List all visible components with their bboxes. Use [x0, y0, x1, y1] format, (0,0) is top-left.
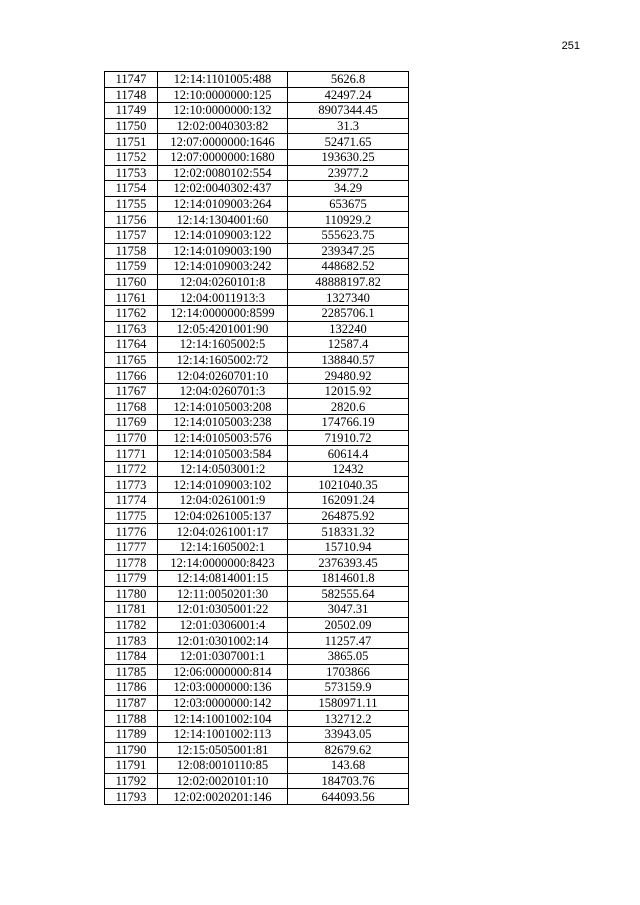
- cadastral-number-cell: 12:01:0307001:1: [158, 648, 288, 664]
- row-id-cell: 11769: [105, 415, 158, 431]
- value-cell: 1021040.35: [288, 477, 409, 493]
- value-cell: 1814601.8: [288, 571, 409, 587]
- table-row: [105, 368, 409, 384]
- row-id-cell: 11793: [105, 789, 158, 805]
- row-id-cell: 11774: [105, 493, 158, 509]
- value-cell: 644093.56: [288, 789, 409, 805]
- row-id-cell: 11764: [105, 337, 158, 353]
- row-id-cell: 11779: [105, 571, 158, 587]
- row-id-cell: 11757: [105, 227, 158, 243]
- row-id-cell: 11770: [105, 430, 158, 446]
- cadastral-number-cell: 12:04:0260101:8: [158, 274, 288, 290]
- value-cell: 132712.2: [288, 711, 409, 727]
- cadastral-number-cell: 12:04:0260701:10: [158, 368, 288, 384]
- cadastral-number-cell: 12:04:0261001:17: [158, 524, 288, 540]
- table-row: [105, 773, 409, 789]
- page-number: 251: [561, 40, 580, 52]
- value-cell: 12432: [288, 461, 409, 477]
- value-cell: 29480.92: [288, 368, 409, 384]
- cadastral-number-cell: 12:14:0000000:8599: [158, 305, 288, 321]
- table-row: [105, 181, 409, 197]
- value-cell: 8907344.45: [288, 103, 409, 119]
- table-row: [105, 165, 409, 181]
- table-row: [105, 789, 409, 805]
- row-id-cell: 11788: [105, 711, 158, 727]
- row-id-cell: 11759: [105, 259, 158, 275]
- table-row: [105, 430, 409, 446]
- cadastral-number-cell: 12:14:0503001:2: [158, 461, 288, 477]
- table-row: [105, 633, 409, 649]
- table-row: [105, 742, 409, 758]
- value-cell: 573159.9: [288, 680, 409, 696]
- table-row: [105, 415, 409, 431]
- cadastral-number-cell: 12:14:0109003:102: [158, 477, 288, 493]
- cadastral-number-cell: 12:05:4201001:90: [158, 321, 288, 337]
- cadastral-number-cell: 12:14:0105003:208: [158, 399, 288, 415]
- row-id-cell: 11754: [105, 181, 158, 197]
- row-id-cell: 11751: [105, 134, 158, 150]
- row-id-cell: 11784: [105, 648, 158, 664]
- value-cell: 52471.65: [288, 134, 409, 150]
- cadastral-number-cell: 12:03:0000000:136: [158, 680, 288, 696]
- value-cell: 162091.24: [288, 493, 409, 509]
- cadastral-number-cell: 12:14:1001002:113: [158, 726, 288, 742]
- value-cell: 3865.05: [288, 648, 409, 664]
- row-id-cell: 11783: [105, 633, 158, 649]
- table-row: [105, 695, 409, 711]
- table-row: [105, 758, 409, 774]
- value-cell: 1703866: [288, 664, 409, 680]
- row-id-cell: 11761: [105, 290, 158, 306]
- value-cell: 33943.05: [288, 726, 409, 742]
- value-cell: 2820.6: [288, 399, 409, 415]
- cadastral-number-cell: 12:04:0261001:9: [158, 493, 288, 509]
- value-cell: 60614.4: [288, 446, 409, 462]
- table-row: [105, 461, 409, 477]
- data-table: [104, 71, 409, 805]
- value-cell: 582555.64: [288, 586, 409, 602]
- cadastral-number-cell: 12:02:0040302:437: [158, 181, 288, 197]
- cadastral-number-cell: 12:14:0109003:264: [158, 196, 288, 212]
- value-cell: 448682.52: [288, 259, 409, 275]
- cadastral-number-cell: 12:04:0011913:3: [158, 290, 288, 306]
- value-cell: 31.3: [288, 118, 409, 134]
- table-row: [105, 493, 409, 509]
- table-row: [105, 508, 409, 524]
- table-row: [105, 337, 409, 353]
- table-row: [105, 87, 409, 103]
- value-cell: 71910.72: [288, 430, 409, 446]
- table-row: [105, 726, 409, 742]
- value-cell: 11257.47: [288, 633, 409, 649]
- value-cell: 174766.19: [288, 415, 409, 431]
- cadastral-number-cell: 12:07:0000000:1680: [158, 149, 288, 165]
- cadastral-number-cell: 12:14:0105003:238: [158, 415, 288, 431]
- table-row: [105, 477, 409, 493]
- row-id-cell: 11765: [105, 352, 158, 368]
- row-id-cell: 11775: [105, 508, 158, 524]
- cadastral-number-cell: 12:14:0105003:584: [158, 446, 288, 462]
- cadastral-number-cell: 12:14:1101005:488: [158, 72, 288, 88]
- cadastral-number-cell: 12:14:1304001:60: [158, 212, 288, 228]
- cadastral-number-cell: 12:04:0261005:137: [158, 508, 288, 524]
- value-cell: 5626.8: [288, 72, 409, 88]
- value-cell: 518331.32: [288, 524, 409, 540]
- row-id-cell: 11756: [105, 212, 158, 228]
- row-id-cell: 11763: [105, 321, 158, 337]
- cadastral-number-cell: 12:14:1605002:72: [158, 352, 288, 368]
- table-row: [105, 134, 409, 150]
- table-row: [105, 571, 409, 587]
- row-id-cell: 11760: [105, 274, 158, 290]
- table-row: [105, 118, 409, 134]
- cadastral-number-cell: 12:08:0010110:85: [158, 758, 288, 774]
- value-cell: 132240: [288, 321, 409, 337]
- row-id-cell: 11790: [105, 742, 158, 758]
- cadastral-number-cell: 12:06:0000000:814: [158, 664, 288, 680]
- value-cell: 23977.2: [288, 165, 409, 181]
- row-id-cell: 11786: [105, 680, 158, 696]
- row-id-cell: 11791: [105, 758, 158, 774]
- row-id-cell: 11748: [105, 87, 158, 103]
- cadastral-number-cell: 12:02:0020101:10: [158, 773, 288, 789]
- value-cell: 34.29: [288, 181, 409, 197]
- value-cell: 15710.94: [288, 539, 409, 555]
- table-row: [105, 227, 409, 243]
- cadastral-number-cell: 12:14:0109003:122: [158, 227, 288, 243]
- table-row: [105, 586, 409, 602]
- value-cell: 138840.57: [288, 352, 409, 368]
- row-id-cell: 11752: [105, 149, 158, 165]
- row-id-cell: 11785: [105, 664, 158, 680]
- cadastral-number-cell: 12:10:0000000:132: [158, 103, 288, 119]
- table-row: [105, 103, 409, 119]
- cadastral-number-cell: 12:11:0050201:30: [158, 586, 288, 602]
- row-id-cell: 11771: [105, 446, 158, 462]
- table-row: [105, 539, 409, 555]
- table-row: [105, 352, 409, 368]
- value-cell: 555623.75: [288, 227, 409, 243]
- table-row: [105, 196, 409, 212]
- value-cell: 110929.2: [288, 212, 409, 228]
- row-id-cell: 11767: [105, 383, 158, 399]
- value-cell: 82679.62: [288, 742, 409, 758]
- table-row: [105, 259, 409, 275]
- cadastral-number-cell: 12:14:0814001:15: [158, 571, 288, 587]
- table-row: [105, 602, 409, 618]
- table-row: [105, 212, 409, 228]
- row-id-cell: 11787: [105, 695, 158, 711]
- cadastral-number-cell: 12:14:1001002:104: [158, 711, 288, 727]
- row-id-cell: 11778: [105, 555, 158, 571]
- cadastral-number-cell: 12:03:0000000:142: [158, 695, 288, 711]
- value-cell: 20502.09: [288, 617, 409, 633]
- value-cell: 143.68: [288, 758, 409, 774]
- row-id-cell: 11792: [105, 773, 158, 789]
- row-id-cell: 11758: [105, 243, 158, 259]
- row-id-cell: 11768: [105, 399, 158, 415]
- value-cell: 12015.92: [288, 383, 409, 399]
- cadastral-number-cell: 12:01:0305001:22: [158, 602, 288, 618]
- cadastral-number-cell: 12:01:0301002:14: [158, 633, 288, 649]
- table-row: [105, 321, 409, 337]
- cadastral-number-cell: 12:01:0306001:4: [158, 617, 288, 633]
- value-cell: 12587.4: [288, 337, 409, 353]
- row-id-cell: 11789: [105, 726, 158, 742]
- row-id-cell: 11781: [105, 602, 158, 618]
- row-id-cell: 11762: [105, 305, 158, 321]
- row-id-cell: 11755: [105, 196, 158, 212]
- table-body: [105, 72, 409, 805]
- cadastral-number-cell: 12:10:0000000:125: [158, 87, 288, 103]
- value-cell: 653675: [288, 196, 409, 212]
- row-id-cell: 11766: [105, 368, 158, 384]
- row-id-cell: 11772: [105, 461, 158, 477]
- table-row: [105, 664, 409, 680]
- value-cell: 2285706.1: [288, 305, 409, 321]
- row-id-cell: 11776: [105, 524, 158, 540]
- row-id-cell: 11782: [105, 617, 158, 633]
- table-row: [105, 555, 409, 571]
- cadastral-number-cell: 12:02:0040303:82: [158, 118, 288, 134]
- table-row: [105, 243, 409, 259]
- cadastral-number-cell: 12:15:0505001:81: [158, 742, 288, 758]
- cadastral-number-cell: 12:14:1605002:1: [158, 539, 288, 555]
- cadastral-number-cell: 12:14:1605002:5: [158, 337, 288, 353]
- table-row: [105, 617, 409, 633]
- cadastral-number-cell: 12:02:0020201:146: [158, 789, 288, 805]
- value-cell: 42497.24: [288, 87, 409, 103]
- value-cell: 1327340: [288, 290, 409, 306]
- value-cell: 1580971.11: [288, 695, 409, 711]
- table-row: [105, 711, 409, 727]
- row-id-cell: 11749: [105, 103, 158, 119]
- cadastral-number-cell: 12:14:0105003:576: [158, 430, 288, 446]
- cadastral-number-cell: 12:07:0000000:1646: [158, 134, 288, 150]
- cadastral-number-cell: 12:14:0109003:242: [158, 259, 288, 275]
- row-id-cell: 11780: [105, 586, 158, 602]
- row-id-cell: 11773: [105, 477, 158, 493]
- value-cell: 184703.76: [288, 773, 409, 789]
- table-row: [105, 648, 409, 664]
- cadastral-number-cell: 12:04:0260701:3: [158, 383, 288, 399]
- cadastral-number-cell: 12:14:0000000:8423: [158, 555, 288, 571]
- cadastral-number-cell: 12:14:0109003:190: [158, 243, 288, 259]
- cadastral-number-cell: 12:02:0080102:554: [158, 165, 288, 181]
- value-cell: 193630.25: [288, 149, 409, 165]
- table-row: [105, 383, 409, 399]
- value-cell: 264875.92: [288, 508, 409, 524]
- table-row: [105, 446, 409, 462]
- table-row: [105, 72, 409, 88]
- value-cell: 2376393.45: [288, 555, 409, 571]
- table-row: [105, 274, 409, 290]
- table-row: [105, 680, 409, 696]
- table-row: [105, 149, 409, 165]
- value-cell: 48888197.82: [288, 274, 409, 290]
- table-row: [105, 290, 409, 306]
- table-row: [105, 399, 409, 415]
- row-id-cell: 11753: [105, 165, 158, 181]
- row-id-cell: 11750: [105, 118, 158, 134]
- table-row: [105, 524, 409, 540]
- row-id-cell: 11777: [105, 539, 158, 555]
- value-cell: 239347.25: [288, 243, 409, 259]
- value-cell: 3047.31: [288, 602, 409, 618]
- table-row: [105, 305, 409, 321]
- row-id-cell: 11747: [105, 72, 158, 88]
